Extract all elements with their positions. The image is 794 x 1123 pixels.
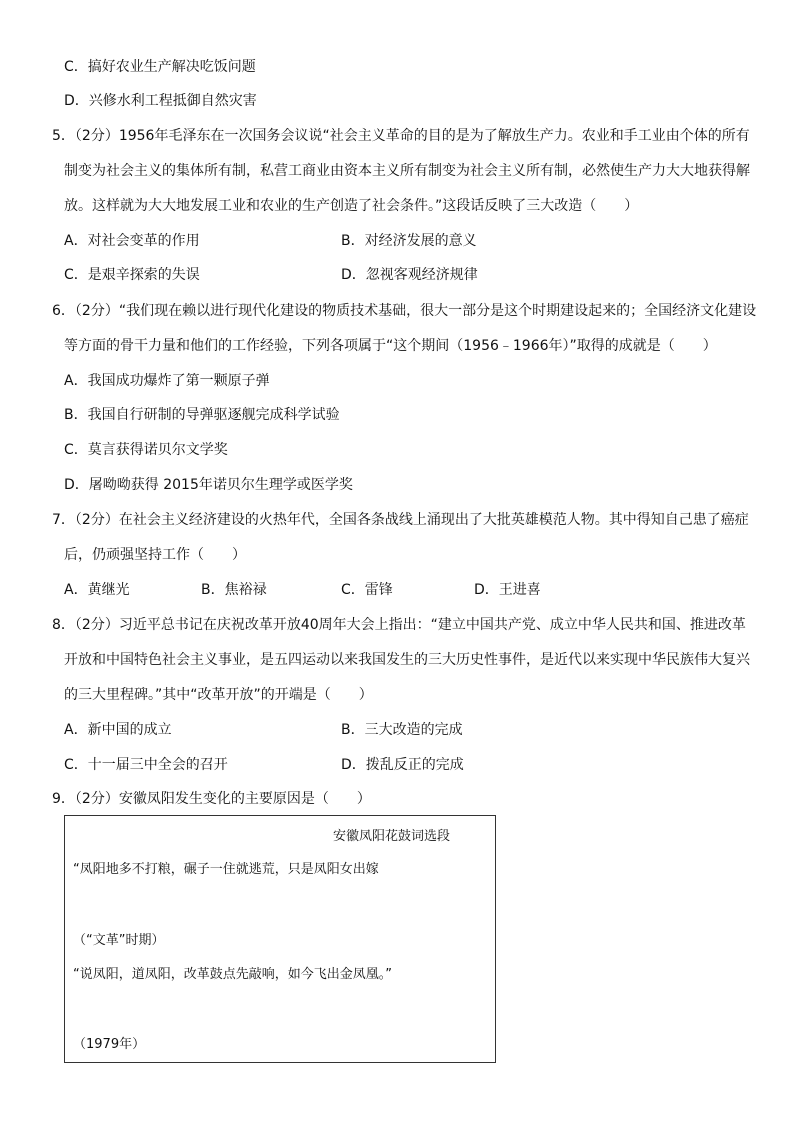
q7-option-d: D．王进喜 [474, 582, 541, 598]
q8-stem-line3: 的三大里程碑。”其中“改革开放”的开端是（ ） [64, 687, 373, 703]
q8-stem-line2: 开放和中国特色社会主义事业，是五四运动以来我国发生的三大历史性事件，是近代以来实现中华民族伟大复兴 [64, 652, 750, 668]
q5-stem-line2: 制变为社会主义的集体所有制，私营工商业由资本主义所有制变为社会主义所有制，必然使生产力大大地获得解 [64, 163, 750, 179]
q8-option-c: C．十一届三中全会的召开 [64, 757, 228, 773]
q9-box-title: 安徽凤阳花鼓词选段 [333, 829, 451, 844]
q5-option-c: C．是艰辛探索的失误 [64, 267, 200, 283]
q7-option-b: B．焦裕禄 [201, 582, 267, 598]
q6-option-b: B．我国自行研制的导弹驱逐舰完成科学试验 [64, 407, 340, 423]
q7-option-c: C．雷锋 [341, 582, 393, 598]
q6-stem-line2: 等方面的骨干力量和他们的工作经验，下列各项属于“这个期间（1956﹣1966年）”取得的成就是（ ） [64, 338, 717, 354]
q6-stem-line1: 6．（2分）“我们现在赖以进行现代化建设的物质技术基础，很大一部分是这个时期建设起来的；全国经济文化建设 [52, 303, 757, 319]
q5-option-a: A．对社会变革的作用 [64, 233, 200, 249]
q5-stem-line1: 5．（2分）1956年毛泽东在一次国务会议说“社会主义革命的目的是为了解放生产力。农业和手工业由个体的所有 [52, 128, 750, 144]
q8-option-b: B．三大改造的完成 [341, 722, 463, 738]
q9-verse-1: “凤阳地多不打粮，碾子一住就逃荒，只是凤阳女出嫁 [73, 862, 379, 877]
q8-option-a: A．新中国的成立 [64, 722, 172, 738]
q4-option-c: C．搞好农业生产解决吃饭问题 [64, 59, 256, 75]
q7-option-a: A．黄继光 [64, 582, 130, 598]
q8-option-d: D．拨乱反正的完成 [341, 757, 464, 773]
q9-source-box [64, 815, 496, 1063]
q6-option-c: C．莫言获得诺贝尔文学奖 [64, 442, 228, 458]
q5-stem-line3: 放。这样就为大大地发展工业和农业的生产创造了社会条件。”这段话反映了三大改造（ ） [64, 198, 639, 214]
q6-option-d: D．屠呦呦获得 2015年诺贝尔生理学或医学奖 [64, 477, 353, 493]
q9-verse-2: “说凤阳，道凤阳，改革鼓点先敲响，如今飞出金凤凰。” [73, 967, 392, 982]
q9-period-1: （“文革”时期） [73, 933, 165, 948]
q4-option-d: D．兴修水利工程抵御自然灾害 [64, 93, 257, 109]
q9-period-2: （1979年） [73, 1037, 146, 1052]
q8-stem-line1: 8．（2分）习近平总书记在庆祝改革开放40周年大会上指出：“建立中国共产党、成立中华人民共和国、推进改革 [52, 617, 746, 633]
q6-option-a: A．我国成功爆炸了第一颗原子弹 [64, 373, 270, 389]
q5-option-b: B．对经济发展的意义 [341, 233, 477, 249]
q7-stem-line1: 7．（2分）在社会主义经济建设的火热年代，全国各条战线上涌现出了大批英雄模范人物。其中得知自己患了癌症 [52, 512, 749, 528]
q9-stem-line1: 9．（2分）安徽凤阳发生变化的主要原因是（ ） [52, 791, 371, 807]
q7-stem-line2: 后，仍顽强坚持工作（ ） [64, 547, 246, 563]
q5-option-d: D．忽视客观经济规律 [341, 267, 478, 283]
